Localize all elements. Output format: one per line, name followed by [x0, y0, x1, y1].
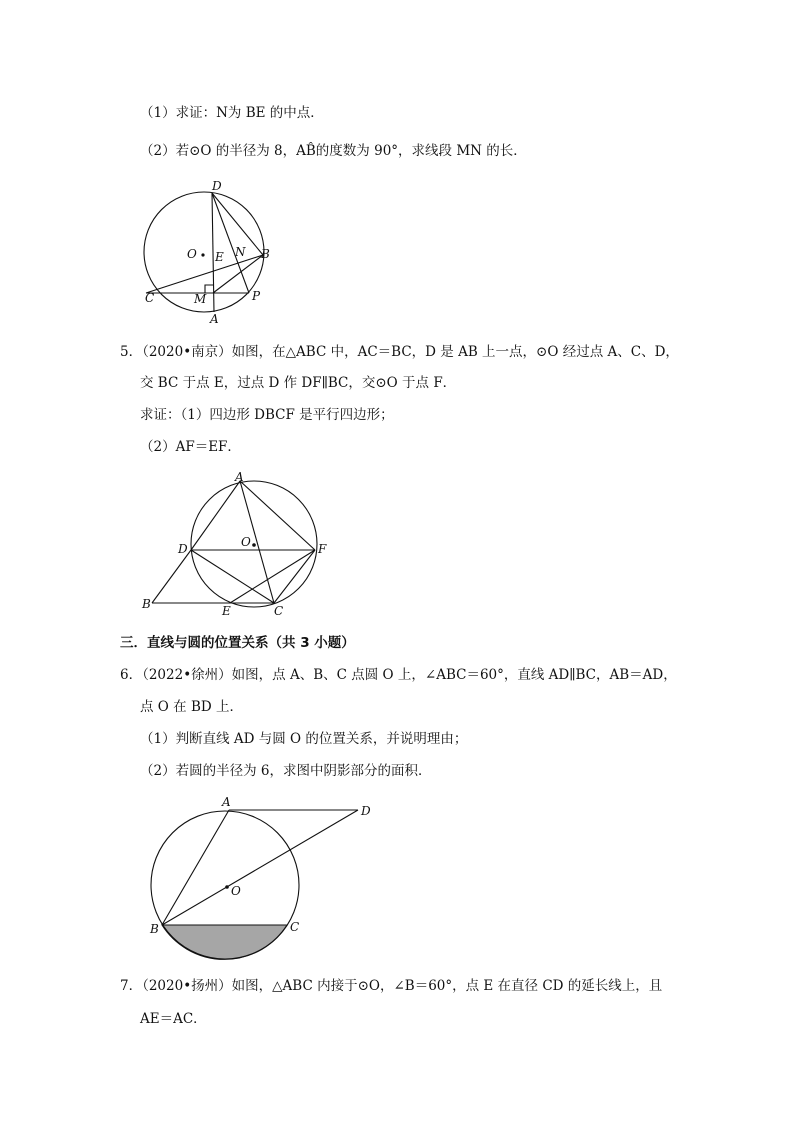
fig3-label-A: A	[222, 795, 231, 809]
fig1-label-M: M	[194, 292, 207, 306]
fig1-label-N: N	[235, 245, 246, 259]
fig3-label-C: C	[290, 920, 300, 934]
fig2-label-B: B	[142, 597, 151, 611]
fig1-label-A: A	[210, 312, 219, 326]
q5-line-c: 求证：（1）四边形 DBCF 是平行四边形；	[140, 407, 394, 423]
q6-line-d: （2）若圆的半径为 6，求图中阴影部分的面积．	[140, 763, 432, 779]
q4-part2: （2）若⊙O 的半径为 8，AB̂的度数为 90°，求线段 MN 的长．	[140, 143, 527, 159]
q5-line-a: 5．（2020•南京）如图，在△ABC 中，AC＝BC，D 是 AB 上一点，⊙O 经过点 A、C、D，	[120, 344, 679, 360]
section-3-heading: 三．直线与圆的位置关系（共 3 小题）	[120, 635, 355, 651]
fig2-label-O: O	[241, 535, 251, 549]
q6-line-a: 6．（2022•徐州）如图，点 A、B、C 点圆 O 上，∠ABC＝60°，直线 AD∥BC，AB＝AD，	[120, 667, 677, 683]
fig2-label-F: F	[318, 542, 327, 556]
q7-line-a: 7．（2020•扬州）如图，△ABC 内接于⊙O，∠B＝60°，点 E 在直径 CD 的延长线上，且	[120, 978, 663, 994]
fig3-line-BD	[162, 810, 358, 925]
fig1-label-P: P	[252, 289, 261, 303]
q7-line-b: AE＝AC．	[140, 1011, 207, 1027]
fig2-label-D: D	[178, 542, 188, 556]
q5-line-d: （2）AF＝EF．	[140, 439, 241, 455]
fig2-label-C: C	[274, 604, 284, 618]
fig2-label-E: E	[222, 604, 231, 618]
fig1-label-D: D	[212, 179, 222, 193]
fig1-label-O: O	[187, 247, 197, 261]
q5-line-b: 交 BC 于点 E，过点 D 作 DF∥BC，交⊙O 于点 F．	[140, 375, 457, 391]
fig3-label-D: D	[361, 804, 371, 818]
fig3-line-AB	[162, 810, 229, 925]
fig1-label-B: B	[261, 247, 270, 261]
fig3-shaded-segment	[162, 925, 287, 959]
fig3-center-dot	[225, 885, 229, 889]
fig1-label-C: C	[145, 291, 155, 305]
fig3-label-B: B	[150, 922, 159, 936]
q6-line-b: 点 O 在 BD 上．	[140, 699, 243, 715]
q6-line-c: （1）判断直线 AD 与圆 O 的位置关系，并说明理由；	[140, 731, 468, 747]
fig1-label-E: E	[215, 250, 224, 264]
fig3-label-O: O	[231, 884, 241, 898]
fig2-label-A: A	[235, 470, 244, 484]
q4-part1: （1）求证：N为 BE 的中点．	[140, 105, 324, 121]
